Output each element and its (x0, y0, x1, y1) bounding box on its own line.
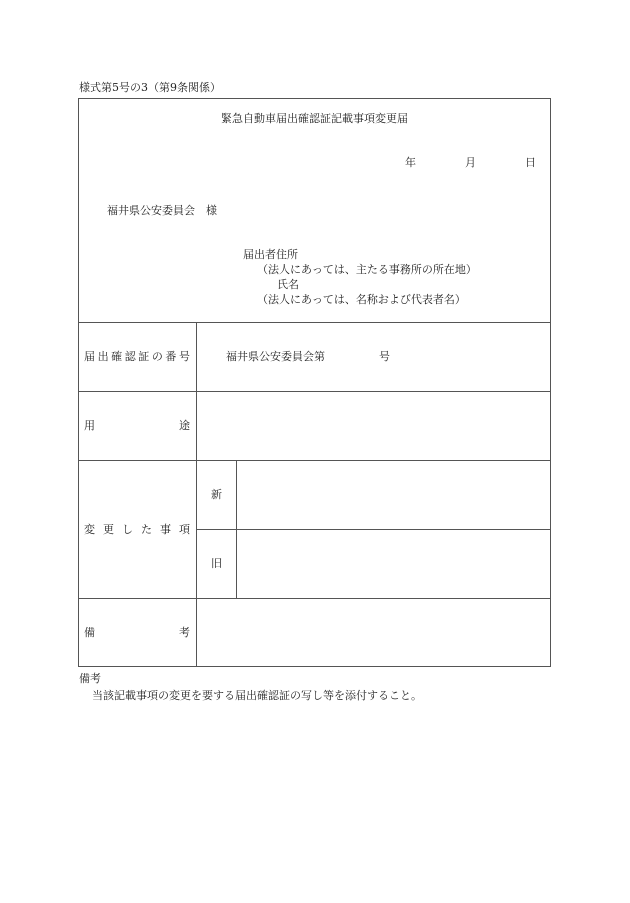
row-divider (78, 322, 551, 323)
column-divider (196, 322, 197, 667)
cert-number-prefix: 福井県公安委員会第 (226, 350, 325, 363)
usage-label: 用 途 (84, 419, 190, 432)
notifier-name-note: （法人にあっては、名称および代表者名） (257, 293, 466, 306)
row-divider (78, 460, 551, 461)
form-title: 緊急自動車届出確認証記載事項変更届 (221, 112, 408, 125)
changed-items-label: 変 更 し た 事 項 (84, 523, 190, 536)
notes-text: 当該記載事項の変更を要する届出確認証の写し等を添付すること。 (92, 689, 422, 702)
row-divider (196, 529, 551, 530)
column-divider (236, 460, 237, 598)
notes-heading: 備考 (79, 672, 101, 685)
cert-number-suffix: 号 (379, 350, 390, 363)
remarks-label: 備 考 (84, 626, 190, 639)
addressee: 福井県公安委員会 様 (107, 204, 217, 217)
changed-new-label: 新 (211, 488, 222, 501)
form-frame (78, 98, 551, 667)
notifier-address-label: 届出者住所 (243, 248, 298, 261)
row-divider (78, 391, 551, 392)
changed-old-label: 旧 (211, 557, 222, 570)
date-day-label: 日 (525, 156, 536, 169)
notifier-address-note: （法人にあっては、主たる事務所の所在地） (257, 263, 477, 276)
date-month-label: 月 (465, 156, 476, 169)
cert-number-label: 届 出 確 認 証 の 番 号 (84, 350, 190, 363)
date-year-label: 年 (405, 156, 416, 169)
form-number: 様式第5号の3（第9条関係） (79, 81, 221, 94)
row-divider (78, 598, 551, 599)
notifier-name-label: 氏名 (277, 278, 299, 291)
